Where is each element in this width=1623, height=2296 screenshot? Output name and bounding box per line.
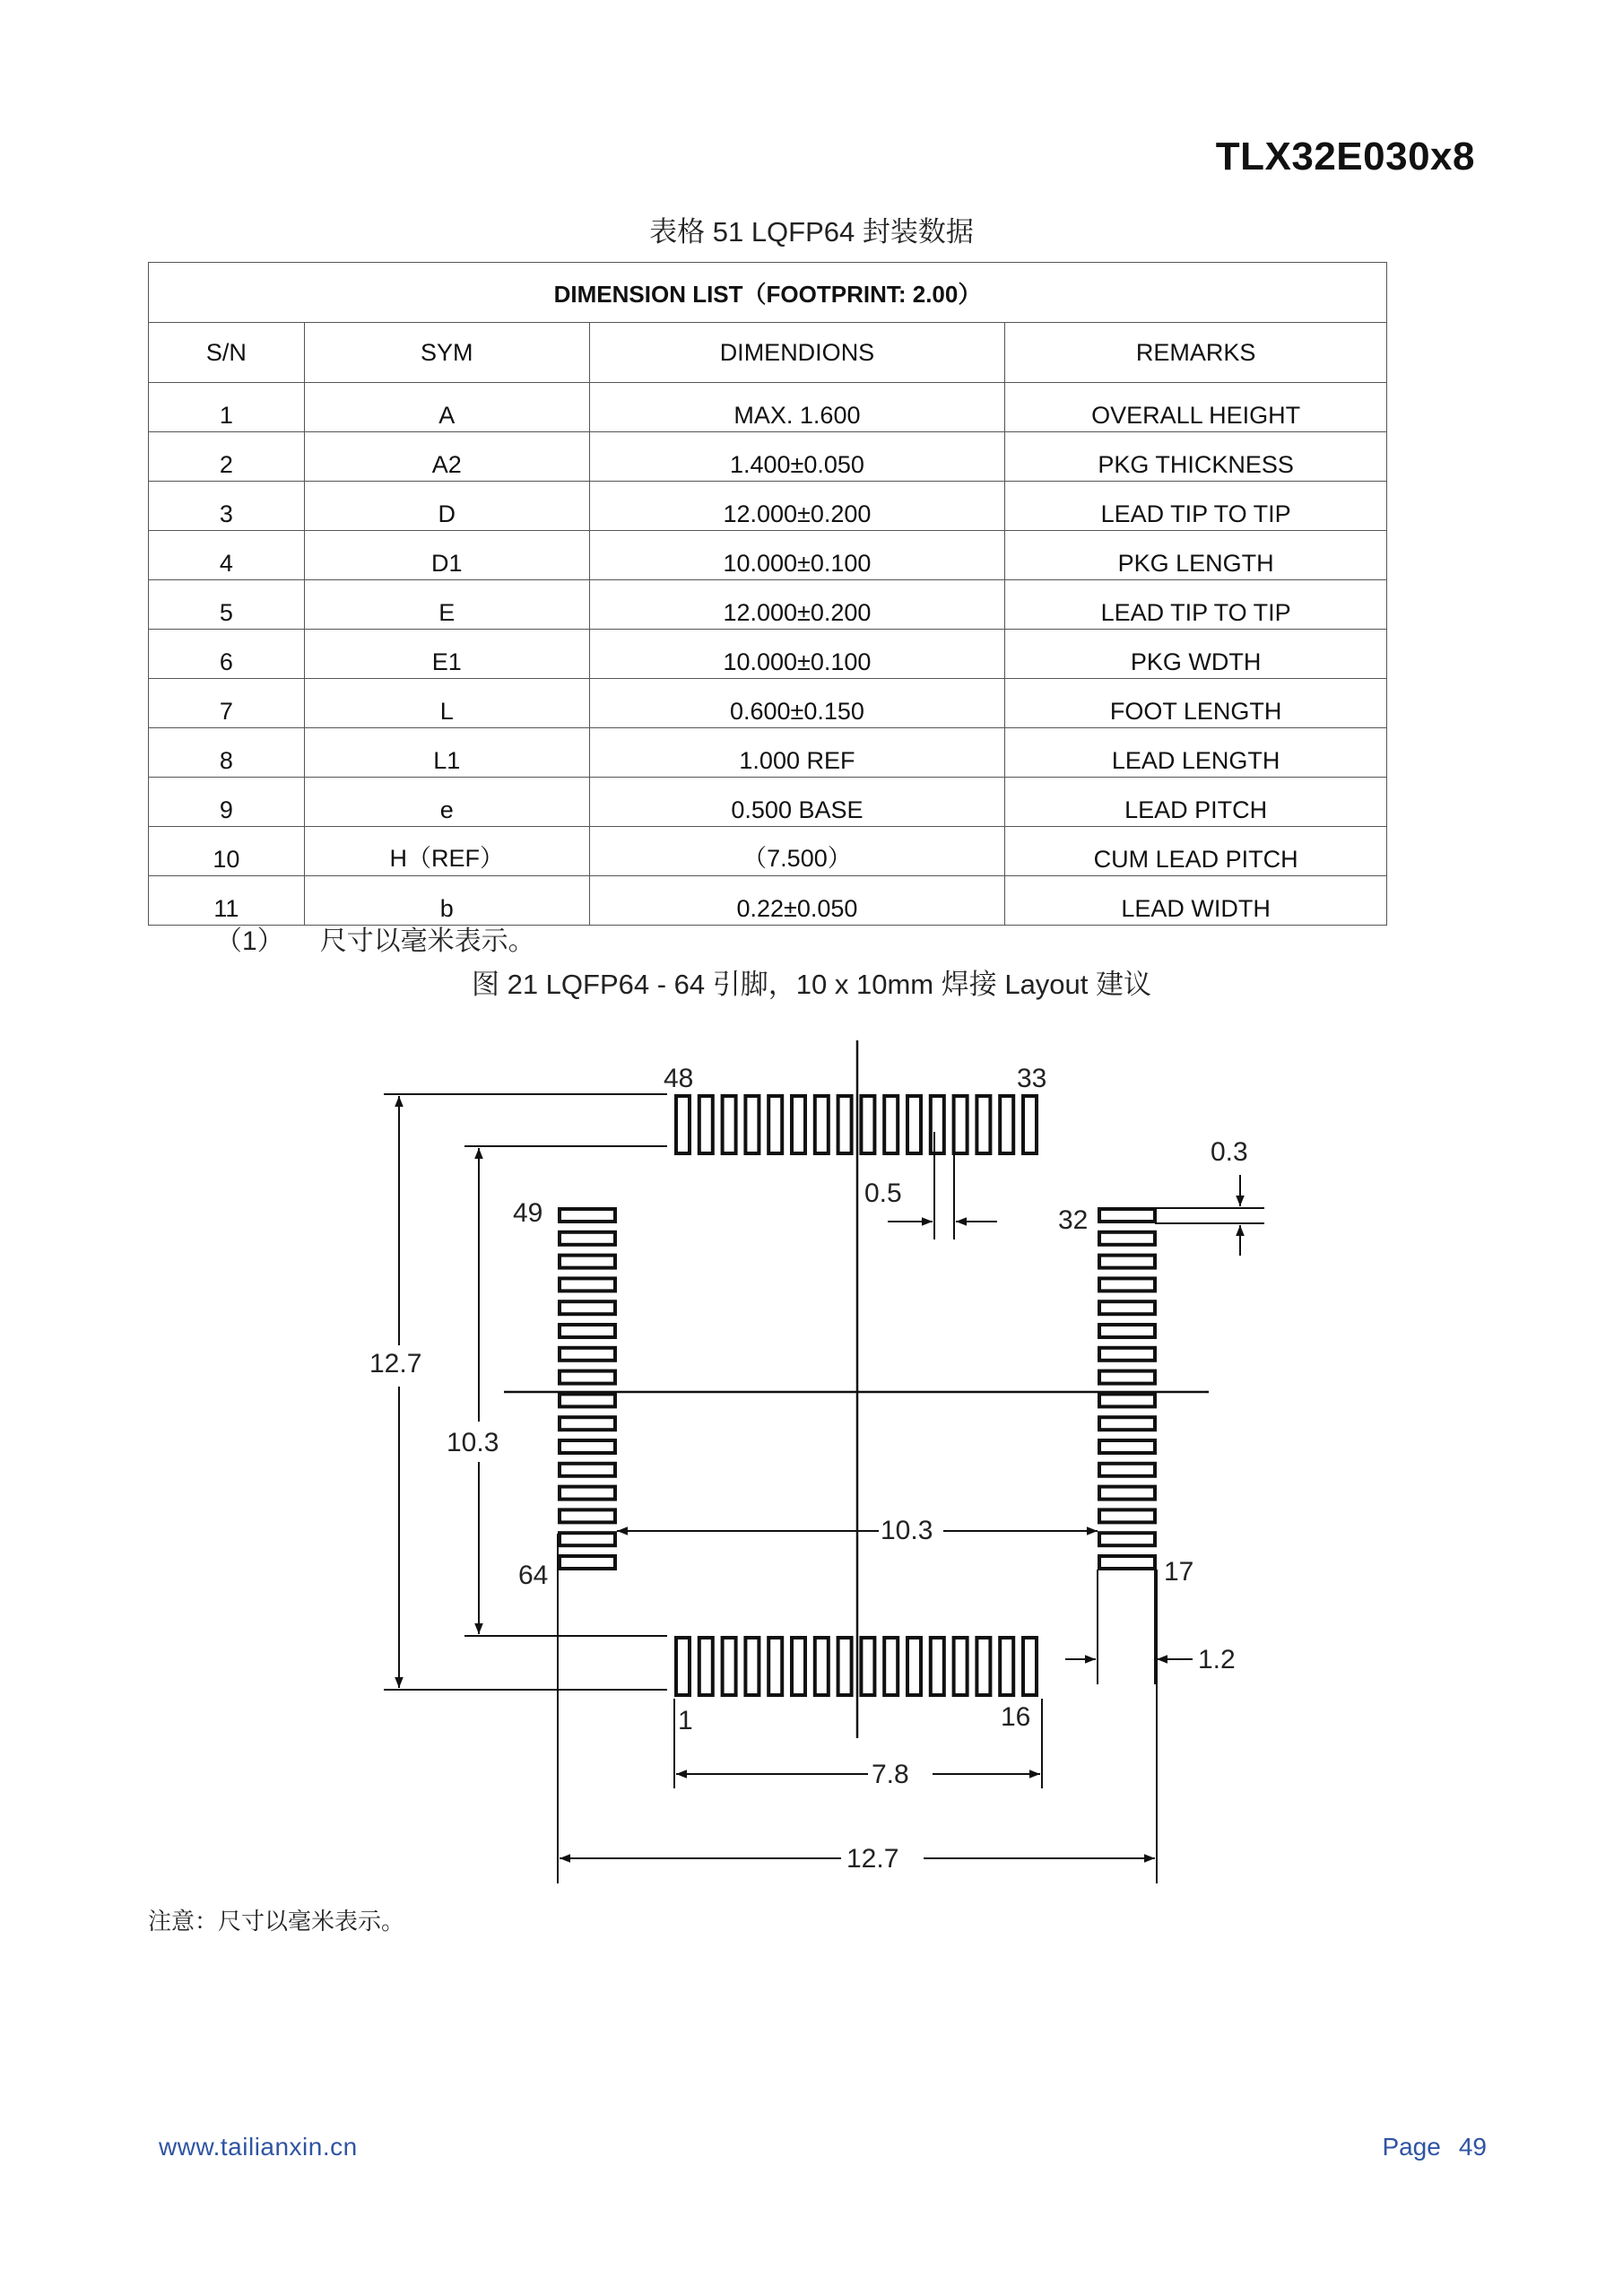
- pad: [1099, 1417, 1155, 1430]
- pad: [792, 1638, 805, 1695]
- table-cell: 6: [149, 630, 305, 679]
- table-cell: LEAD TIP TO TIP: [1005, 482, 1387, 531]
- pad: [560, 1417, 615, 1430]
- pad: [954, 1096, 968, 1153]
- table-cell: FOOT LENGTH: [1005, 679, 1387, 728]
- table-cell: 5: [149, 580, 305, 630]
- table-cell: 1.400±0.050: [589, 432, 1005, 482]
- pad: [907, 1096, 921, 1153]
- pad: [560, 1348, 615, 1361]
- pad: [954, 1638, 968, 1695]
- pad: [560, 1394, 615, 1406]
- table-cell: 10.000±0.100: [589, 630, 1005, 679]
- pad: [560, 1256, 615, 1268]
- table-cell: LEAD WIDTH: [1005, 876, 1387, 926]
- table-cell: e: [304, 778, 589, 827]
- pad: [1099, 1278, 1155, 1291]
- pad: [815, 1096, 829, 1153]
- pad: [1099, 1256, 1155, 1268]
- pin-label-17: 17: [1164, 1557, 1194, 1587]
- table-cell: 10: [149, 827, 305, 876]
- table-cell: L1: [304, 728, 589, 778]
- pad: [768, 1638, 782, 1695]
- pad: [1099, 1533, 1155, 1545]
- table-cell: 9: [149, 778, 305, 827]
- table-cell: b: [304, 876, 589, 926]
- footnote-text: 尺寸以毫米表示。: [319, 926, 535, 956]
- pad: [1099, 1440, 1155, 1453]
- pad: [792, 1096, 805, 1153]
- table-cell: LEAD PITCH: [1005, 778, 1387, 827]
- table-cell: 0.22±0.050: [589, 876, 1005, 926]
- pad: [931, 1096, 944, 1153]
- pin-label-33: 33: [1017, 1064, 1047, 1093]
- pad: [699, 1638, 713, 1695]
- table-cell: D: [304, 482, 589, 531]
- column-header: SYM: [304, 323, 589, 383]
- pad: [1099, 1325, 1155, 1337]
- pad: [676, 1638, 690, 1695]
- pad: [560, 1556, 615, 1569]
- dim-label-inner-width: 10.3: [881, 1516, 933, 1545]
- pad: [1099, 1487, 1155, 1500]
- figure-note: 注意：尺寸以毫米表示。: [148, 1908, 405, 1935]
- pad: [560, 1464, 615, 1476]
- table-cell: 1.000 REF: [589, 728, 1005, 778]
- pad: [1099, 1371, 1155, 1384]
- table-cell: A: [304, 383, 589, 432]
- table-cell: 0.500 BASE: [589, 778, 1005, 827]
- pad: [884, 1638, 898, 1695]
- dim-label-outer-width: 12.7: [846, 1844, 899, 1874]
- table-cell: E: [304, 580, 589, 630]
- page-label: Page: [1382, 2133, 1441, 2161]
- pad: [699, 1096, 713, 1153]
- pad: [884, 1096, 898, 1153]
- pad: [815, 1638, 829, 1695]
- table-title: DIMENSION LIST（FOOTPRINT: 2.00）: [149, 263, 1387, 323]
- table-cell: 12.000±0.200: [589, 482, 1005, 531]
- table-cell: 8: [149, 728, 305, 778]
- table-cell: 12.000±0.200: [589, 580, 1005, 630]
- pin-label-49: 49: [513, 1198, 543, 1228]
- pin-label-16: 16: [1001, 1702, 1031, 1732]
- pad: [560, 1325, 615, 1337]
- table-cell: CUM LEAD PITCH: [1005, 827, 1387, 876]
- table-cell: H（REF）: [304, 827, 589, 876]
- pad: [723, 1638, 736, 1695]
- dim-label-pad-length: 1.2: [1198, 1645, 1236, 1674]
- pad: [745, 1638, 759, 1695]
- pad: [838, 1638, 852, 1695]
- pad: [931, 1638, 944, 1695]
- dim-label-inner-height: 10.3: [447, 1428, 499, 1457]
- pad: [1099, 1232, 1155, 1245]
- table-cell: PKG WDTH: [1005, 630, 1387, 679]
- footer-website[interactable]: www.tailianxin.cn: [159, 2133, 358, 2161]
- dim-label-outer-height: 12.7: [369, 1349, 422, 1378]
- pad: [1099, 1394, 1155, 1406]
- pad: [1099, 1301, 1155, 1314]
- table-cell: PKG THICKNESS: [1005, 432, 1387, 482]
- pin-label-32: 32: [1058, 1205, 1089, 1235]
- pad: [768, 1096, 782, 1153]
- pad: [1023, 1096, 1037, 1153]
- table-cell: E1: [304, 630, 589, 679]
- table-cell: A2: [304, 432, 589, 482]
- dim-label-pad-width: 0.3: [1211, 1137, 1248, 1167]
- pad: [861, 1096, 874, 1153]
- pad: [1023, 1638, 1037, 1695]
- figure-caption: 图 21 LQFP64 - 64 引脚，10 x 10mm 焊接 Layout 建议: [471, 969, 1152, 1000]
- table-cell: 7: [149, 679, 305, 728]
- pad: [1099, 1509, 1155, 1522]
- pad: [723, 1096, 736, 1153]
- table-cell: PKG LENGTH: [1005, 531, 1387, 580]
- pad: [1099, 1464, 1155, 1476]
- table-cell: MAX. 1.600: [589, 383, 1005, 432]
- column-header: DIMENDIONS: [589, 323, 1005, 383]
- column-header: S/N: [149, 323, 305, 383]
- table-cell: LEAD TIP TO TIP: [1005, 580, 1387, 630]
- footnote-number: （1）: [215, 926, 284, 956]
- table-cell: L: [304, 679, 589, 728]
- pad: [1000, 1638, 1013, 1695]
- pad: [560, 1278, 615, 1291]
- pad: [838, 1096, 852, 1153]
- pad: [560, 1301, 615, 1314]
- pad: [560, 1509, 615, 1522]
- table-cell: （7.500）: [589, 827, 1005, 876]
- table-caption: 表格 51 LQFP64 封装数据: [649, 216, 974, 248]
- pad: [1000, 1096, 1013, 1153]
- pad: [560, 1440, 615, 1453]
- pad: [907, 1638, 921, 1695]
- pad: [861, 1638, 874, 1695]
- table-cell: 0.600±0.150: [589, 679, 1005, 728]
- pad: [1099, 1209, 1155, 1222]
- table-cell: LEAD LENGTH: [1005, 728, 1387, 778]
- pad: [560, 1232, 615, 1245]
- table-cell: D1: [304, 531, 589, 580]
- pad: [745, 1096, 759, 1153]
- table-cell: 3: [149, 482, 305, 531]
- table-cell: 4: [149, 531, 305, 580]
- table-cell: 2: [149, 432, 305, 482]
- footer-page: [1382, 2133, 1487, 2161]
- column-header: REMARKS: [1005, 323, 1387, 383]
- pad: [676, 1096, 690, 1153]
- pad: [1099, 1348, 1155, 1361]
- table-cell: 11: [149, 876, 305, 926]
- pad: [560, 1487, 615, 1500]
- pad: [560, 1209, 615, 1222]
- table-cell: 1: [149, 383, 305, 432]
- document-title: TLX32E030x8: [1215, 135, 1475, 178]
- pin-label-1: 1: [678, 1706, 693, 1735]
- pin-label-48: 48: [664, 1064, 694, 1093]
- pad: [1099, 1556, 1155, 1569]
- pad: [976, 1096, 990, 1153]
- pad: [560, 1371, 615, 1384]
- pin-label-64: 64: [518, 1561, 549, 1590]
- dim-label-row-span: 7.8: [872, 1760, 909, 1789]
- page-number: 49: [1458, 2133, 1487, 2161]
- pad: [976, 1638, 990, 1695]
- table-cell: OVERALL HEIGHT: [1005, 383, 1387, 432]
- table-cell: 10.000±0.100: [589, 531, 1005, 580]
- pad: [560, 1533, 615, 1545]
- dim-label-pitch: 0.5: [864, 1178, 902, 1208]
